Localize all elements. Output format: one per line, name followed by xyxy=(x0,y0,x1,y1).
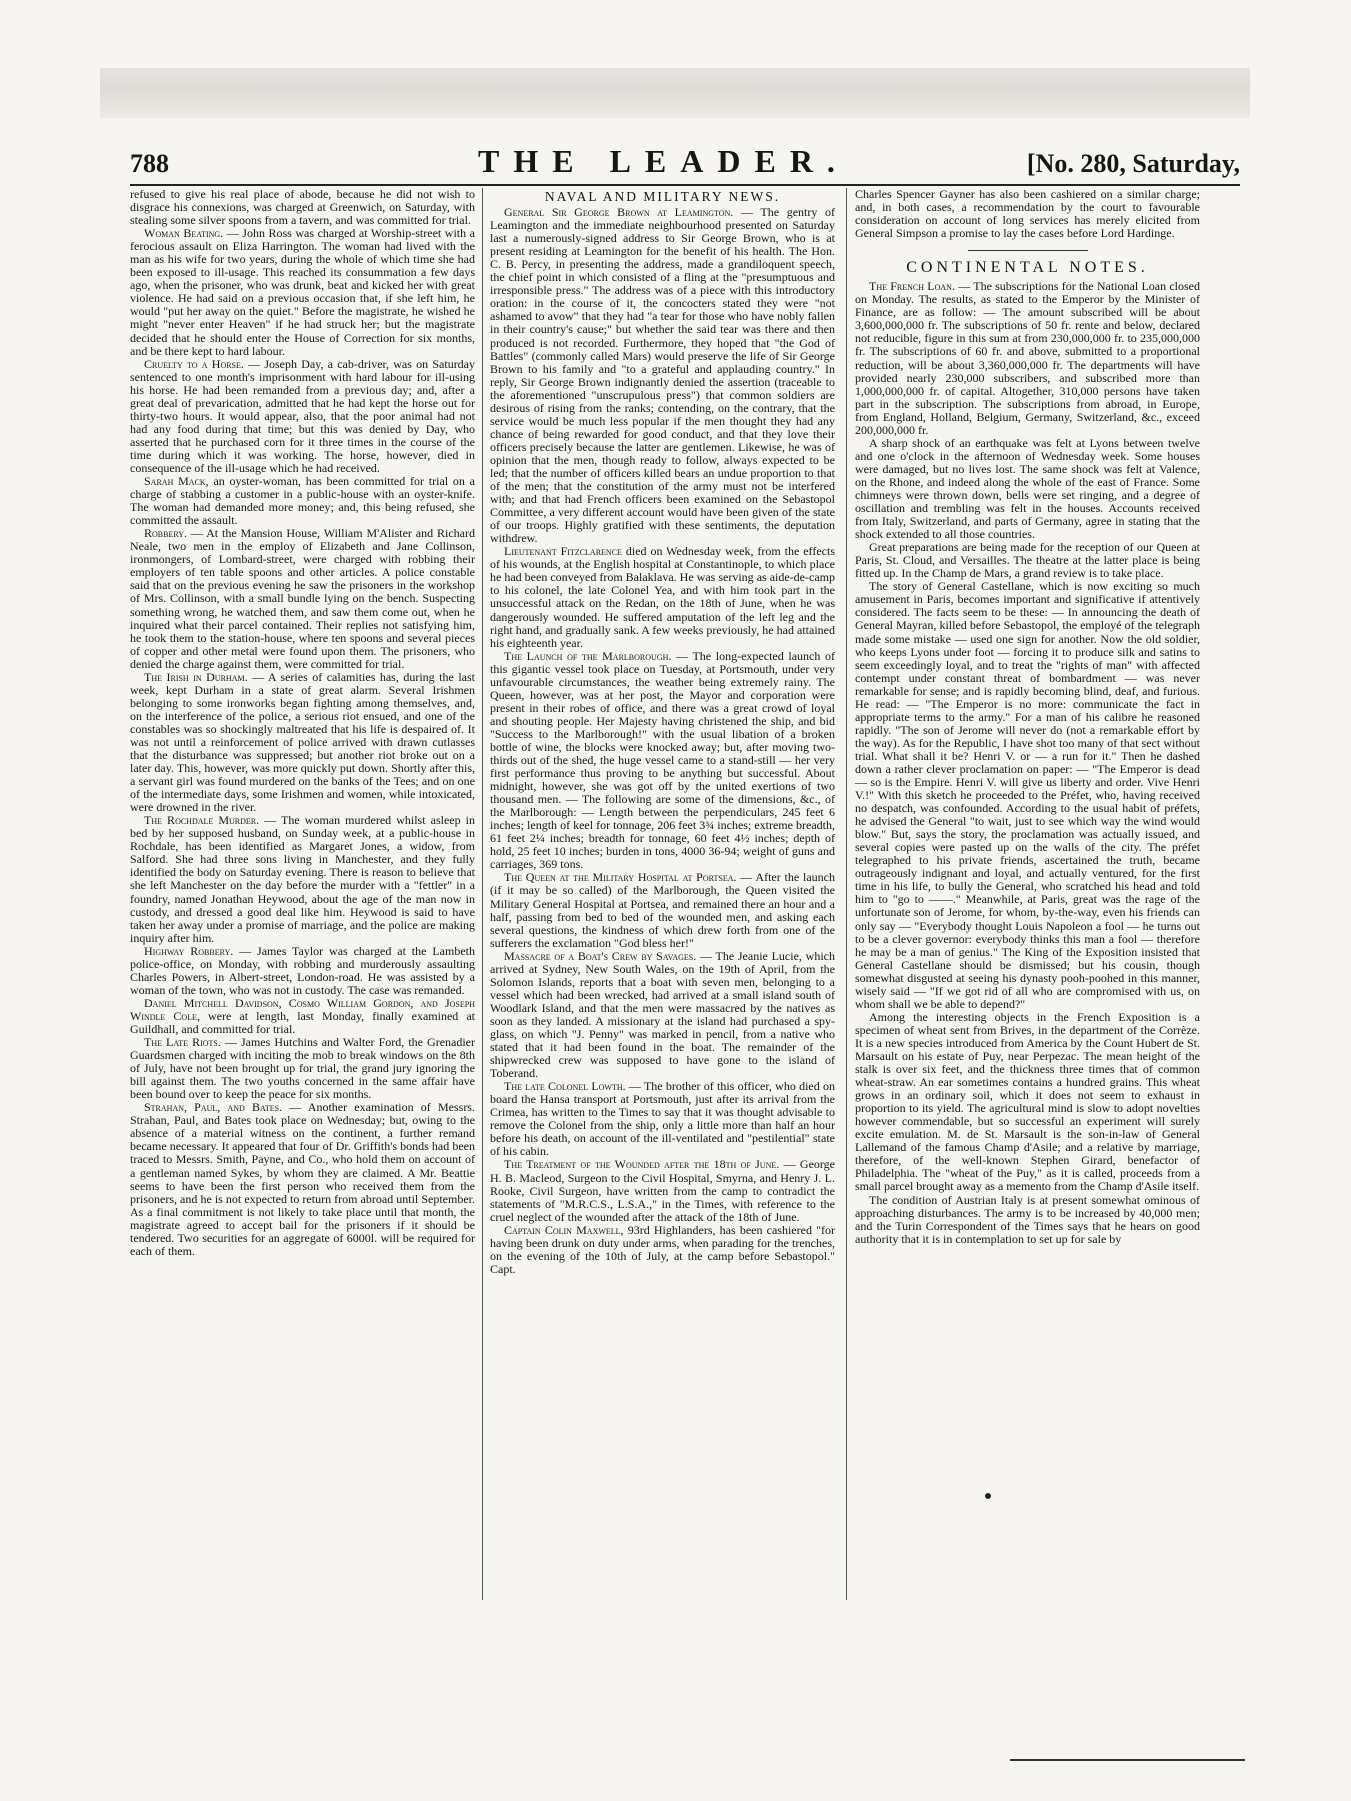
ink-mark xyxy=(985,1493,991,1499)
article-wheat: Among the interesting objects in the French Exposition is a specimen of wheat sent from Brives, in the department of the Corrèze. It is a new species introduced from America by the Count Hubert de St. Marsault on his estate of Puy, near Perpezac. The mean height of the stalk is over six feet, and the thickness three times that of common wheat-straw. An ear sometimes contains a hundred grains. This wheat grows in an ordinary soil, which it does not seem to exhaust in proportion to its yield. The agricultural mind is slow to adopt novelties however commendable, but so successful an experiment will surely excite emulation. M. de St. Marsault is the son-in-law of General Lallemand of the famous Champ d'Asile; and a relative by marriage, therefore, of the well-known Stephen Girard, benefactor of Philadelphia. The "wheat of the Puy," as it is called, proceeds from a small parcel brought away as a memento from the Champ d'Asile itself. xyxy=(855,1009,1200,1194)
article-lead: General Sir George Brown at Leamington. xyxy=(504,205,734,220)
article-body: — The brother of this officer, who died on board the Hansa transport at Portsmouth, just after its arrival from the Crimea, has written to the Times to say that it was thought advisable to remove the Colonel from the ship, only a little more than half an hour before his death, on account of the ill-ventilated and "pestilential" state of his cabin. xyxy=(490,1079,835,1159)
article-lead: Lieutenant Fitzclarence xyxy=(504,544,622,559)
column-3 xyxy=(855,188,1200,1246)
article-lead: Woman Beating. xyxy=(144,226,224,241)
article-lead: Daniel Mitchell Davidson, Cosmo William Gordon, and Joseph Windle Cole, xyxy=(130,995,475,1023)
article-treatment-wounded xyxy=(490,1158,835,1223)
article-body: — Another examination of Messrs. Strahan, Paul, and Bates took place on Wednesday; but, owing to the absence of a material witness on the continent, a further remand became necessary. It appeared that four of Dr. Griffith's bonds had been traced to Messrs. Smith, Payne, and Co., who hold them on account of a gentleman named Sykes, by whom they are claimed. A Mr. Beattie seems to have been the first person who received them from the prisoners, and he is not expected to return from abroad until September. As a final commitment is not likely to take place until that month, the magistrate agreed to accept bail for the prisoners if it should be tendered. Two securities for an aggregate of 6000l. will be required for each of them. xyxy=(130,1100,475,1258)
article-body: — The woman murdered whilst asleep in bed by her supposed husband, on Sunday week, at a public-house in Rochdale, has been identified as Margaret Jones, a widow, from Salford. She had three sons living in Manchester, and they fully identified the body on Saturday evening. There is reason to believe that she left Manchester on the day before the murder with a "fettler" in a foundry, named Jonathan Heywood, about the age of the man now in custody, and dressed a good deal like him. Heywood is said to have taken her away under a promise of marriage, and the police are making inquiry after him. xyxy=(130,813,476,945)
article-body: an oyster-woman, has been committed for trial on a charge of stabbing a customer in a public-house with an oyster-knife. The woman had demanded more money; and, this being refused, she committed the assault. xyxy=(130,474,475,528)
article-lead: The late Colonel Lowth. xyxy=(504,1079,626,1094)
article-late-riots xyxy=(130,1036,475,1101)
article-body: — John Ross was charged at Worship-street with a ferocious assault on Eliza Harrington. The woman had lived with the man as his wife for two years, during the whole of which time she had been exposed to ill-usage. This reached its consummation a few days ago, when the prisoner, who was drunk, beat and kicked her with great violence. He had said on a previous occasion that, if she left him, he would "put her away on the quiet." Before the magistrate, he wished he might "never enter Heaven" if he had struck her; but the magistrate decided that he should enter the House of Correction for six months, and be there kept to hard labour. xyxy=(130,226,475,358)
article-lead: The French Loan. xyxy=(869,279,955,294)
article-boat-massacre xyxy=(490,950,835,1080)
article-lead: Strahan, Paul, and Bates. xyxy=(144,1100,283,1115)
paper-title: THE LEADER. xyxy=(477,143,849,179)
article-continuation: Charles Spencer Gayner has also been cashiered on a similar charge; and, in both cases, a recommendation by the court to favourable consideration on account of long services has merely elicited from General Simpson a promise to lay the cases before Lord Hardinge. xyxy=(855,187,1200,241)
article-lead: Massacre of a Boat's Crew by Savages. xyxy=(504,948,697,963)
article-lead: Robbery. xyxy=(144,526,188,541)
column-divider-2 xyxy=(846,188,847,1600)
article-lead: The Launch of the Marlborough. xyxy=(504,648,672,663)
article-lead: Captain Colin Maxwell, xyxy=(504,1222,624,1237)
article-french-loan xyxy=(855,280,1200,437)
article-highway-robbery xyxy=(130,945,475,997)
column-1 xyxy=(130,188,475,1598)
article-lead: The Late Riots. xyxy=(144,1035,221,1050)
column-divider-1 xyxy=(482,188,483,1600)
article-body: — After the launch (if it may be so called) of the Marlborough, the Queen visited the Military General Hospital at Portsea, and remained there an hour and a half, passing from bed to bed of the wounded men, and asking each several questions, the kindness of which drew forth from one of the sufferers the exclamation "God bless her!" xyxy=(490,870,835,950)
article-body: — The Jeanie Lucie, which arrived at Sydney, New South Wales, on the 19th of April, from the Solomon Islands, reports that a boat with seven men, belonging to a vessel which had been wrecked, had arrived at a small island south of Woodlark Island, and that the men were massacred by the natives as soon as they landed. A missionary at the island had purchased a spy-glass, on which "J. Penny" was marked in pencil, from a native who stated that it had been found in the boat. The remainder of the shipwrecked crew was supposed to have gone to the island of Toberand. xyxy=(490,948,835,1081)
article-lead: Sarah Mack, xyxy=(144,474,209,489)
issue-info: [No. 280, Saturday, xyxy=(1026,149,1240,178)
article-rochdale-murder xyxy=(130,814,475,944)
article-body: — George H. B. Macleod, Surgeon to the Civil Hospital, Smyrna, and Henry J. L. Rooke, Civil Surgeon, have written from the camp to contradict the statements of "M.R.C.S., L.S.A.," in the Times, with reference to the cruel neglect of the wounded after the attack of the 18th of June. xyxy=(490,1157,835,1224)
article-fitzclarence xyxy=(490,545,835,649)
article-earthquake: A sharp shock of an earthquake was felt at Lyons between twelve and one o'clock in the afternoon of Wednesday week. Some houses were damaged, but no lives lost. The same shock was felt at Valence, on the Rhone, and indeed along the whole of the east of France. Some chimneys were thrown down, bells were set ringing, and a degree of oscillation and trembling was felt in the houses. Accounts received from Italy, Switzerland, and parts of Germany, agree in stating that the shock extended to all those countries. xyxy=(855,435,1200,542)
section-separator xyxy=(968,250,1088,251)
article-austrian-italy: The condition of Austrian Italy is at present somewhat ominous of approaching disturbances. The army is to be increased by 40,000 men; and the Turin Correspondent of the Times says that he hears on good authority that it is in contemplation to set up for sale by xyxy=(855,1192,1200,1246)
article-castellane: The story of General Castellane, which is now exciting so much amusement in Paris, becomes important and significative if attentively considered. The facts seem to be these: — In announcing the death of General Mayran, killed before Sebastopol, the employé of the telegraph made some mistake — used one sign for another. Now the old soldier, who keeps Lyons under foot — forcing it to produce silk and satins to seem exceedingly loyal, and to treat the "rights of man" with affected contempt under constant threat of bombardment — was never remarkable for sense; and is rapidly becoming blind, deaf, and furious. He read: — "The Emperor is no more: communicate the fact in appropriate terms to the army." For a man of his calibre he reasoned rapidly. "The son of Jerome will never do (not a remarkable effort by the way). As for the Republic, I have shot too many of that sect without trial. What shall it be? Henri V. or — a run for it." Then he dashed down a rather clever proclamation on paper: — "The Emperor is dead — so is the Empire. Henri V. will give us liberty and order. Vive Henri V.!" With this sketch he proceeded to the Préfet, who, having received no despatch, was confounded. According to the usual habit of préfets, he advised the General "to wait, just to see which way the wind would blow." But, says the story, the proclamation was actually issued, and several copies were pasted up on the walls of the city. The préfet telegraphed to his private friends, ascertained the truth, became outrageously indignant and loyal, and actually ventured, for the first time in his life, to bully the General, who scratched his head and told him to "go to ——." Meanwhile, at Paris, great was the rage of the unfortunate son of Jerome, for whom, by-the-way, even his friends can only say — "Everybody thought Louis Napoleon a fool — he turns out to be a clever governor: everybody thinks this man a fool — therefore he may be a man of genius." The King of the Exposition insisted that General Castellane should be dismissed; but his cousin, though somewhat disgusted at seeing his dynasty pooh-poohed in this manner, wisely said — "If we got rid of all who are compromised with us, on whom shall we be able to depend?" xyxy=(855,579,1200,1011)
paper-top-band xyxy=(100,68,1250,118)
article-body: — James Hutchins and Walter Ford, the Grenadier Guardsmen charged with inciting the mob to break windows on the 8th of July, have not been brought up for trial, the grand jury ignoring the bill against them. The two youths concerned in the same affair have been bound over to keep the peace for six months. xyxy=(130,1035,475,1102)
article-woman-beating xyxy=(130,227,475,357)
page-end-rule xyxy=(1010,1759,1245,1761)
article-lead: The Treatment of the Wounded after the 18th of June. xyxy=(504,1157,780,1172)
article-body: — The long-expected launch of this gigantic vessel took place on Tuesday, at Portsmouth, under very unfavourable circumstances, the weather being extremely rainy. The Queen, however, was at her post, the Mayor and corporation were present in their robes of office, and there was a great crowd of loyal and shouting people. Her Majesty having christened the ship, and bid "Success to the Marlborough!" with the usual libation of a broken bottle of wine, the blocks were knocked away; but, after moving two-thirds out of the shed, the huge vessel came to a stand-still — her very first performance thus proving to be anything but successful. About midnight, however, she was got off by the united exertions of two thousand men. — The following are some of the dimensions, &c., of the Marlborough: — Length between the perpendiculars, 245 feet 6 inches; length of keel for tonnage, 206 feet 3¾ inches; extreme breadth, 61 feet 2¼ inches; breadth for tonnage, 60 feet 4½ inches; depth of hold, 25 feet 10 inches; burden in tons, 4000 36-94; weight of guns and carriages, 369 tons. xyxy=(490,648,836,872)
article-colonel-lowth xyxy=(490,1080,835,1158)
article-lead: The Irish in Durham. xyxy=(144,669,248,684)
page-number: 788 xyxy=(130,149,169,178)
article-irish-durham xyxy=(130,671,475,815)
article-colin-maxwell xyxy=(490,1224,835,1276)
article-body: — Joseph Day, a cab-driver, was on Saturday sentenced to one month's imprisonment with hard labour for ill-using his horse. He had been remanded from a previous day; and, after a great deal of prevarication, admitted that he had kept the horse out for thirty-two hours. It would appear, also, that the poor animal had not had any food during that time; but this was denied by Day, who asserted that he purchased corn for it three times in the course of the time during which it was working. The horse, however, died in consequence of the ill-usage which he had received. xyxy=(130,356,476,475)
article-davidson-gordon-cole xyxy=(130,997,475,1036)
article-robbery xyxy=(130,527,475,671)
article-lead: The Rochdale Murder. xyxy=(144,813,260,828)
article-body: 93rd Highlanders, has been cashiered "for having been drunk on duty under arms, when parading for the trenches, on the evening of the 10th of July, at the camp before Sebastopol." Capt. xyxy=(490,1222,835,1276)
article-continuation: refused to give his real place of abode, because he did not wish to disgrace his connexions, was charged at Greenwich, on Saturday, with stealing some silver spoons from a tavern, and was committed for trial. xyxy=(130,187,475,228)
article-marlborough-launch xyxy=(490,650,835,872)
article-body: — At the Mansion House, William M'Alister and Richard Neale, two men in the employ of Elizabeth and Jane Collinson, ironmongers, of Lombard-street, were charged with robbing their employers of ten table spoons and other articles. A police constable said that on the previous evening he saw the prisoners in the workshop of Mrs. Collinson, with a small bundle lying on the bench. Suspecting something wrong, he watched them, and saw them come out, when he inquired what their parcel contained. Their replies not satisfying him, he took them to the station-house, where ten spoons and several pieces of copper and other metal were found upon them. The prisoners, who denied the charge against them, were committed for trial. xyxy=(130,526,475,671)
column-2 xyxy=(490,188,835,1598)
article-body: — A series of calamities has, during the last week, kept Durham in a state of great alarm. Several Irishmen belonging to some ironworks began fighting among themselves, and, on the interference of the police, a serious riot ensued, and one of the constables was so shockingly maltreated that his life is despaired of. It was not until a reinforcement of police arrived with drawn cutlasses that the disturbance was suppressed; but another riot broke out on a later day. This, however, was more quickly put down. Shortly after this, a servant girl was found murdered on the banks of the Tees; and on one of the intermediate days, some Irishmen and women, while intoxicated, were drowned in the river. xyxy=(130,669,475,815)
article-sarah-mack xyxy=(130,475,475,527)
article-queen-reception: Great preparations are being made for the reception of our Queen at Paris, St. Cloud, and Versailles. The theatre at the latter place is being fitted up. In the Champ de Mars, a grand review is to take place. xyxy=(855,540,1200,581)
article-body: died on Wednesday week, from the effects of his wounds, at the English hospital at Constantinople, to which place he had been conveyed from Balaklava. He was serving as aide-de-camp to his colonel, the late Colonel Yea, and with him took part in the unsuccessful attack on the Redan, on the 18th of June, when he was dangerously wounded. He suffered amputation of the left leg and the right hand, and gradually sank. A few weeks previously, he had attained his eighteenth year. xyxy=(490,544,835,650)
article-body: — The subscriptions for the National Loan closed on Monday. The results, as stated to the Emperor by the Minister of Finance, are as follow: — The amount subscribed will be about 3,600,000,000 fr. The subscriptions of 50 fr. rente and below, declared not reducible, figure in this sum at from 230,000,000 fr. to 235,000,000 fr. The subscriptions of 60 fr. and above, submitted to a proportional reduction, will be about 3,360,000,000 fr. The departments will have provided nearly 230,000 subscribers, and subscribed more than 1,000,000,000 fr. of capital. Altogether, 310,000 persons have taken part in the subscription. The subscriptions from abroad, in Europe, from England, Holland, Belgium, Germany, Switzerland, &c., exceed 200,000,000 fr. xyxy=(855,279,1200,437)
section-heading-naval: NAVAL AND MILITARY NEWS. xyxy=(544,189,781,204)
article-body: — The gentry of Leamington and the immediate neighbourhood presented on Saturday last a numerously-signed address to Sir George Brown, who is at present residing at Leamington for the benefit of his health. The Hon. C. B. Percy, in presenting the address, made a grandiloquent speech, the chief point in which consisted of a fling at the "presumptuous and irresponsible press." The address was of a piece with this introductory oration: in the course of it, the concocters stated they were "not ashamed to avow" that they had "a tear for those who have nobly fallen in their country's cause;" but whether the said tear was there and then produced is not recorded. Furthermore, they hoped that "the God of Battles" (commonly called Mars) would preserve the life of Sir George Brown to his family and "to a grateful and applauding country." In reply, Sir George Brown indignantly denied the assertion (traceable to the aforementioned "unscrupulous press") that common soldiers are desirous of rising from the ranks; contending, on the contrary, that the service would be much less popular if the men thought they had any chance of being rewarded for good conduct, and that they love their officers precisely because the latter are gentlemen. Likewise, he was of opinion that the men, though ready to follow, always expected to be led; that the number of officers killed bears an undue proportion to that of the men; that the constitution of the army must not be interfered with; and that had French officers been examined on the Sebastopol Committee, a very different account would have been given of the state of our troops. Highly gratified with these sentiments, the deputation withdrew. xyxy=(490,205,835,546)
article-cruelty-horse xyxy=(130,358,475,475)
masthead-rule xyxy=(130,184,1240,186)
article-body: — James Taylor was charged at the Lambeth police-office, on Monday, with robbing and murderously assaulting Charles Powers, in Albert-street, London-road. He was assisted by a woman of the town, who was not in custody. The case was remanded. xyxy=(130,943,475,997)
article-sir-george-brown xyxy=(490,206,835,545)
article-strahan-paul-bates xyxy=(130,1101,475,1258)
article-lead: The Queen at the Military Hospital at Portsea. xyxy=(504,870,737,885)
masthead xyxy=(130,143,1240,183)
article-lead: Highway Robbery. xyxy=(144,943,234,958)
section-heading-continental: CONTINENTAL NOTES. xyxy=(906,259,1149,277)
article-queen-hospital xyxy=(490,871,835,949)
article-body: were at length, last Monday, finally examined at Guildhall, and committed for trial. xyxy=(130,1008,476,1036)
article-lead: Cruelty to a Horse. xyxy=(144,356,244,371)
